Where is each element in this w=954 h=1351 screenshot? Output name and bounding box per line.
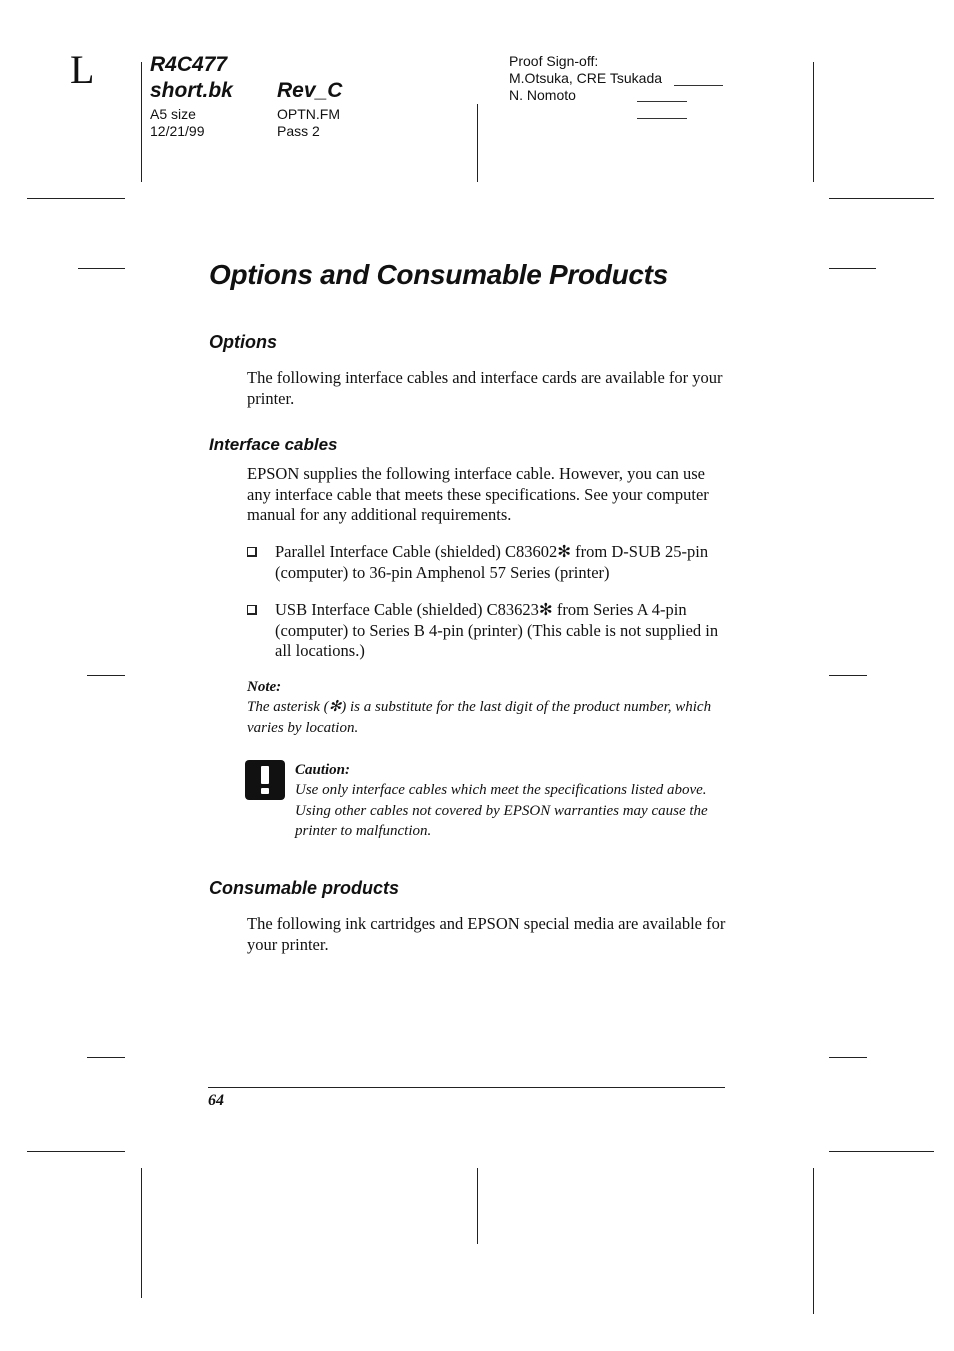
- page-number: 64: [208, 1092, 224, 1109]
- file-name: OPTN.FM: [277, 106, 340, 122]
- crop-mark: [27, 198, 125, 199]
- crop-mark: [829, 1057, 867, 1058]
- caution-icon-bar: [261, 766, 269, 784]
- checkbox-bullet-icon: [247, 605, 257, 615]
- proof-line-2: N. Nomoto: [509, 87, 576, 103]
- caution-icon-dot: [261, 788, 269, 794]
- caution-block: [295, 760, 727, 842]
- checkbox-bullet-icon: [247, 547, 257, 557]
- list-item-text: Parallel Interface Cable (shielded) C83602✻ from D-SUB 25-pin (computer) to 36-pin Amphenol 57 Series (printer): [275, 542, 709, 582]
- book-code: R4C477: [150, 53, 228, 76]
- note-block: [247, 677, 727, 738]
- crop-mark: [813, 1168, 814, 1314]
- crop-mark: [477, 104, 478, 182]
- date: 12/21/99: [150, 123, 205, 139]
- signature-blank: [637, 118, 687, 119]
- section-heading-options: Options: [209, 332, 277, 352]
- note-body: The asterisk (✻) is a substitute for the last digit of the product number, which varies by location.: [247, 699, 712, 736]
- page-size: A5 size: [150, 106, 196, 122]
- crop-mark: [813, 62, 814, 182]
- crop-mark: [141, 62, 142, 182]
- signature-blank: [674, 85, 723, 86]
- footer-rule: [208, 1087, 725, 1088]
- page-title: Options and Consumable Products: [209, 259, 668, 290]
- list-item-text: USB Interface Cable (shielded) C83623✻ from Series A 4-pin (computer) to Series B 4-pin (printer) (This cable is not supplied in all locations.): [275, 600, 719, 660]
- caution-body: Use only interface cables which meet the specifications listed above. Using other cables not covered by EPSON warranties may cause the printer to malfunction.: [295, 782, 708, 839]
- cables-intro: EPSON supplies the following interface cable. However, you can use any interface cable that meets these specifications. See your computer manual for any additional requirements.: [247, 464, 709, 524]
- proof-line-1: M.Otsuka, CRE Tsukada: [509, 70, 663, 86]
- signature-blank: [637, 101, 687, 102]
- crop-mark: [27, 1151, 125, 1152]
- revision: Rev_C: [277, 79, 343, 102]
- crop-mark: [78, 268, 125, 269]
- pass: Pass 2: [277, 123, 320, 139]
- crop-mark: [829, 268, 876, 269]
- page-side-letter: L: [70, 47, 95, 92]
- crop-mark: [87, 675, 125, 676]
- section-heading-consumable-products: Consumable products: [209, 878, 400, 898]
- caution-heading: Caution:: [295, 762, 351, 778]
- options-intro: The following interface cables and interface cards are available for your printer.: [247, 368, 723, 408]
- caution-icon: [245, 760, 285, 800]
- crop-mark: [141, 1168, 142, 1298]
- crop-mark: [829, 675, 867, 676]
- crop-mark: [87, 1057, 125, 1058]
- list-item: [247, 600, 727, 662]
- crop-mark: [829, 1151, 934, 1152]
- note-heading: Note:: [247, 679, 282, 695]
- crop-mark: [829, 198, 934, 199]
- book-file: short.bk: [150, 79, 233, 102]
- list-item: [247, 542, 727, 584]
- section-heading-interface-cables: Interface cables: [209, 435, 338, 454]
- consumables-intro: The following ink cartridges and EPSON special media are available for your printer.: [247, 914, 726, 954]
- crop-mark: [477, 1168, 478, 1244]
- proof-label: Proof Sign-off:: [509, 53, 599, 69]
